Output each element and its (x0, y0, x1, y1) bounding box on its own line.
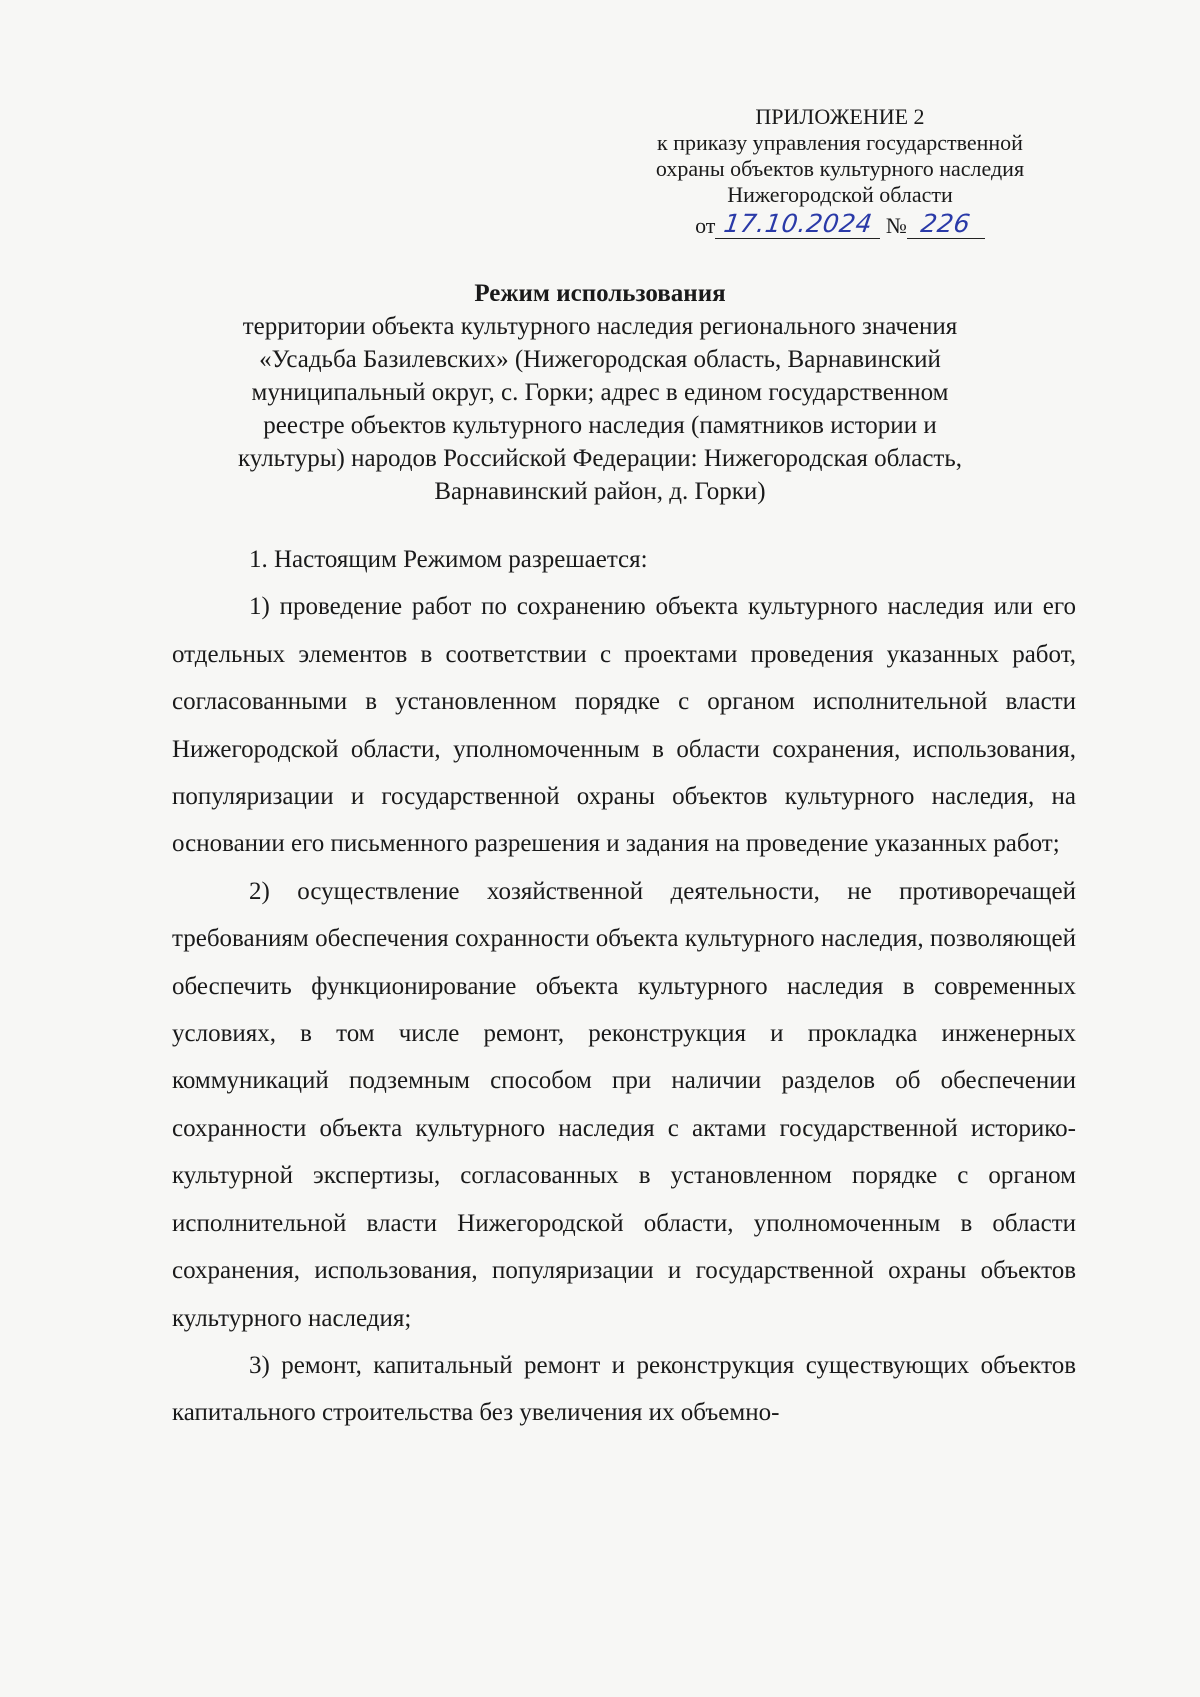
document-body (172, 536, 1076, 1437)
appendix-line-3: Нижегородской области (727, 182, 953, 207)
subtitle-line: «Усадьба Базилевских» (Нижегородская область, Варнавинский (259, 346, 941, 373)
number-field (907, 210, 985, 239)
paragraph-item-2: 2) осуществление хозяйственной деятельности, не противоречащей требованиям обеспечения сохранности объекта культурного наследия, позволяющей обеспечить функционирование объекта культурного наследия в современных условиях, в том числе ремонт, реконструкция и прокладка инженерных коммуникаций подземным способом при наличии разделов об обеспечении сохранности объекта культурного наследия с актами государственной историко-культурной экспертизы, согласованных в установленном порядке с органом исполнительной власти Нижегородской области, уполномоченным в области сохранения, использования, популяризации и государственной охраны объектов культурного наследия; (172, 877, 1076, 1332)
subtitle-line: муниципальный округ, с. Горки; адрес в едином государственном (251, 379, 949, 406)
subtitle-line: культуры) народов Российской Федерации: Нижегородская область, (238, 445, 962, 472)
appendix-title: ПРИЛОЖЕНИЕ 2 (755, 104, 925, 129)
document-title: Режим использования (474, 280, 726, 307)
appendix-line-1: к приказу управления государственной (657, 130, 1023, 155)
paragraph-item-1: 1) проведение работ по сохранению объекта культурного наследия или его отдельных элементов в соответствии с проектами проведения указанных работ, согласованными в установленном порядке с органом исполнительной власти Нижегородской области, уполномоченным в области сохранения, использования, популяризации и государственной охраны объектов культурного наследия, на основании его письменного разрешения и задания на проведение указанных работ; (172, 593, 1076, 858)
paragraph-intro: 1. Настоящим Режимом разрешается: (249, 546, 648, 573)
subtitle-line: реестре объектов культурного наследия (памятников истории и (263, 412, 937, 439)
appendix-line-2: охраны объектов культурного наследия (655, 156, 1025, 181)
subtitle-line: Варнавинский район, д. Горки) (434, 478, 766, 505)
document-title-block (150, 277, 1050, 508)
handwritten-number: 226 (919, 209, 973, 238)
date-field (715, 210, 880, 239)
paragraph-item-3: 3) ремонт, капитальный ремонт и реконструкция существующих объектов капитального строительства без увеличения их объемно- (172, 1351, 1076, 1427)
appendix-header (620, 104, 1060, 239)
number-prefix: № (885, 213, 907, 238)
order-date-number-line (620, 210, 1060, 239)
handwritten-date: 17.10.2024 (721, 209, 875, 238)
subtitle-line: территории объекта культурного наследия регионального значения (242, 313, 958, 340)
date-prefix: от (695, 213, 716, 238)
